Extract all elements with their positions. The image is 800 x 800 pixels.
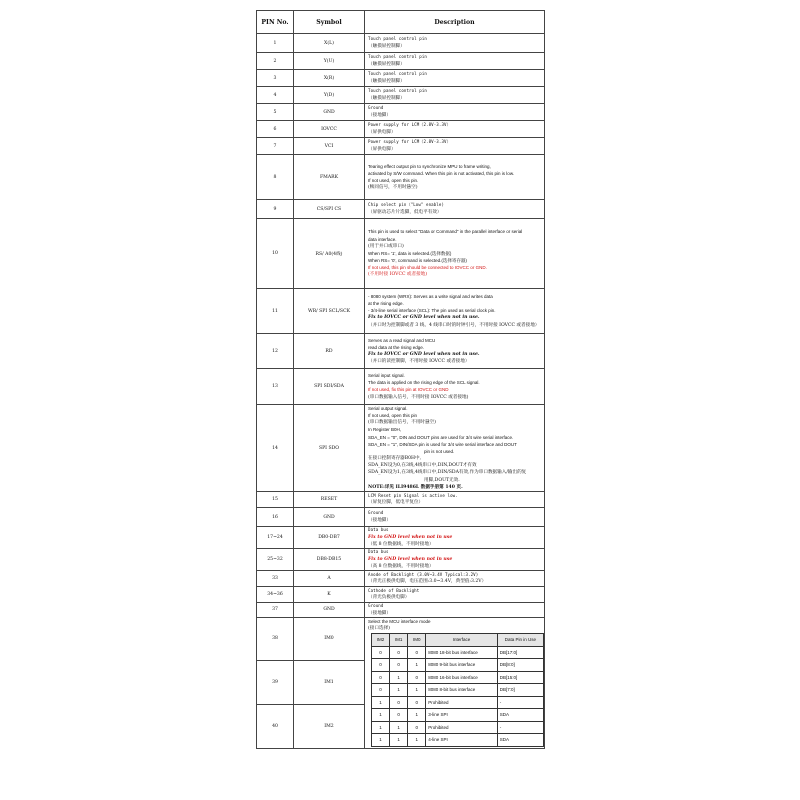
description-line: Serial output signal. — [368, 406, 408, 411]
pin-number: 8 — [257, 155, 294, 200]
pin-number: 13 — [257, 369, 294, 405]
interface-mode-cell: 8080 8-bit bus interface — [426, 684, 498, 697]
pin-description — [365, 121, 545, 138]
pin-symbol: VCI — [294, 138, 365, 155]
description-line: Touch panel control pin — [368, 71, 427, 77]
description-line: - 3/4-line serial interface (SCL): The pin used as serial clock pin. — [368, 308, 496, 314]
pin-description — [365, 571, 545, 587]
description-line: (帧同信号，不用时悬空) — [368, 185, 418, 191]
pin-description — [365, 492, 545, 508]
pin-description — [365, 200, 545, 219]
pin-symbol: GND — [294, 508, 365, 527]
interface-mode-cell: 0 — [408, 721, 426, 734]
description-line: (串口数据输出信号，不用时悬空) — [368, 420, 436, 426]
header-description: Description — [365, 11, 545, 34]
table-row — [257, 405, 545, 492]
description-line: （并口时为控制脚或者 3 线、4 线串口时的时钟引号，不用时接 IOVCC 或者接地） — [368, 322, 540, 328]
pin-number: 37 — [257, 603, 294, 618]
pin-symbol: IM1 — [294, 660, 365, 704]
description-line: (接口选择) — [368, 625, 390, 631]
description-line: The data is applied on the rising edge of the SCL signal. — [368, 380, 480, 386]
description-line: Ground — [368, 603, 384, 609]
interface-mode-cell: 8080 18-bit bus interface — [426, 646, 498, 659]
table-row — [257, 617, 545, 660]
description-line: 用脚,DOUT无效. — [424, 477, 460, 483]
pin-description — [365, 104, 545, 121]
interface-mode-cell: 0 — [372, 684, 390, 697]
pin-number: 3 — [257, 70, 294, 87]
interface-mode-cell: 0 — [408, 671, 426, 684]
description-line: When RS= '0', command is selected.(选择寄存器) — [368, 258, 467, 264]
table-row — [257, 138, 545, 155]
pin-number: 6 — [257, 121, 294, 138]
pin-number: 4 — [257, 87, 294, 104]
pin-symbol: DB0-DB7 — [294, 527, 365, 549]
header-symbol: Symbol — [294, 11, 365, 34]
description-line: When RS= '1', data is selected.(选择数据) — [368, 250, 452, 256]
description-line: If not used, open this pin — [368, 413, 418, 419]
pin-symbol: DB8-DB15 — [294, 549, 365, 571]
description-line: （并口的读控制脚，不用时接 IOVCC 或者接地） — [368, 359, 470, 365]
pin-description — [365, 138, 545, 155]
pin-number: 34~36 — [257, 587, 294, 603]
description-line: activated by S/W command. When this pin is not activated, this pin is low. — [368, 170, 515, 176]
interface-mode-cell: 1 — [390, 684, 408, 697]
pin-symbol: IOVCC — [294, 121, 365, 138]
interface-mode-header: Data Pin in Use — [497, 634, 543, 647]
pin-symbol: SPI SDI/SDA — [294, 369, 365, 405]
pin-description — [365, 405, 545, 492]
description-line: Touch panel control pin — [368, 36, 427, 42]
interface-mode-cell: - — [497, 721, 543, 734]
interface-mode-row — [372, 696, 544, 709]
description-line: pin is not used. — [424, 448, 455, 454]
interface-mode-row — [372, 671, 544, 684]
pin-description — [365, 549, 545, 571]
interface-mode-cell: 0 — [372, 659, 390, 672]
interface-mode-cell: - — [497, 696, 543, 709]
pin-symbol: RD — [294, 334, 365, 369]
interface-mode-cell: 0 — [390, 646, 408, 659]
interface-mode-cell: 0 — [390, 696, 408, 709]
pin-symbol: Y(U) — [294, 53, 365, 70]
interface-mode-cell: DB[15:0] — [497, 671, 543, 684]
pin-symbol: IM0 — [294, 617, 365, 660]
interface-mode-header-row — [372, 634, 544, 647]
interface-mode-row — [372, 659, 544, 672]
table-header-row — [257, 11, 545, 34]
description-line: If not used, open this pin. — [368, 177, 419, 183]
description-line: 在接口控制寄存器B0H中, — [368, 455, 422, 461]
description-line: SDA_EN设为1,在3线,4线串口中,DIN/SDA有效,作为串口数据输入/输出的复 — [368, 470, 527, 476]
table-row — [257, 87, 545, 104]
pin-number: 15 — [257, 492, 294, 508]
description-line: （低 8 位数据线，不用时接地） — [368, 541, 434, 547]
pin-number: 9 — [257, 200, 294, 219]
interface-mode-cell: 0 — [408, 646, 426, 659]
description-line: （屏供电脚） — [368, 129, 396, 135]
interface-mode-cell: Prohibited — [426, 721, 498, 734]
interface-mode-cell: 1 — [390, 671, 408, 684]
description-line: （屏驱动芯片片选脚，低电平有效） — [368, 209, 442, 215]
table-row — [257, 369, 545, 405]
interface-mode-cell: SDA — [497, 734, 543, 747]
interface-mode-cell: 1 — [372, 709, 390, 722]
table-row — [257, 34, 545, 53]
pin-symbol: WR/ SPI SCL/SCK — [294, 289, 365, 334]
description-line: - 8080 system (WRX): Serves as a write signal and writes data — [368, 294, 493, 300]
description-line: Power supply for LCM（2.8V-3.3V） — [368, 139, 451, 145]
table-row — [257, 70, 545, 87]
interface-mode-row — [372, 709, 544, 722]
description-line: If not used, fix this pin at IOVCC or GND — [368, 387, 449, 393]
description-line: SDA_EN = "0", DIN and DOUT pins are used for 3/4 wire serial interface. — [368, 434, 514, 440]
interface-mode-cell: SDA — [497, 709, 543, 722]
description-line: （屏供电脚） — [368, 146, 396, 152]
interface-mode-cell: 0 — [372, 671, 390, 684]
pin-description — [365, 334, 545, 369]
description-line: Fix to IOVCC or GND level when not in use. — [368, 351, 480, 357]
table-row — [257, 334, 545, 369]
interface-mode-header: Interface — [426, 634, 498, 647]
table-row — [257, 155, 545, 200]
pin-symbol: IM2 — [294, 704, 365, 748]
pin-symbol: CS/SPI CS — [294, 200, 365, 219]
interface-mode-cell: 1 — [408, 659, 426, 672]
pin-description — [365, 527, 545, 549]
description-line: Select the MCU interface mode — [368, 618, 431, 624]
interface-mode-cell: 1 — [372, 734, 390, 747]
description-line: （背光负极供电脚） — [368, 595, 410, 601]
description-line: Fix to GND level when not in use — [368, 534, 453, 540]
description-line: Ground — [368, 510, 384, 516]
table-row — [257, 289, 545, 334]
pin-symbol: X(L) — [294, 34, 365, 53]
interface-mode-table — [371, 633, 544, 747]
description-line: （背光正极供电脚，电压范围:3.0~3.4V，典型值:3.2V） — [368, 579, 487, 585]
pin-description-table — [256, 10, 545, 749]
table-row — [257, 549, 545, 571]
interface-mode-cell: 1 — [390, 734, 408, 747]
description-line: (串口数据输入信号，不用时接 IOVCC 或者接地) — [368, 394, 469, 400]
description-line: （触摸屏控制脚） — [368, 43, 405, 49]
pin-symbol: RESET — [294, 492, 365, 508]
pin-number: 12 — [257, 334, 294, 369]
pin-number: 25~32 — [257, 549, 294, 571]
pin-symbol: Y(D) — [294, 87, 365, 104]
interface-mode-cell: 0 — [390, 659, 408, 672]
table-row — [257, 104, 545, 121]
interface-mode-cell: DB[7:0] — [497, 684, 543, 697]
interface-mode-cell: 4-line SPI — [426, 734, 498, 747]
interface-mode-cell: 1 — [408, 684, 426, 697]
description-line: This pin is used to select "Data or Command" in the parallel interface or serial — [368, 229, 523, 235]
description-line: Anode of Backlight (3.0V~3.4V Typical:3.2V) — [368, 571, 479, 577]
pin-description — [365, 87, 545, 104]
pin-number: 14 — [257, 405, 294, 492]
pin-number: 38 — [257, 617, 294, 660]
pin-symbol: GND — [294, 104, 365, 121]
pin-number: 17~24 — [257, 527, 294, 549]
description-line: （触摸屏控制脚） — [368, 78, 405, 84]
pin-symbol: GND — [294, 603, 365, 618]
table-row — [257, 508, 545, 527]
pin-description — [365, 219, 545, 289]
pin-description — [365, 508, 545, 527]
pin-number: 33 — [257, 571, 294, 587]
description-line: (用于并口或串口) — [368, 243, 404, 249]
pin-symbol: FMARK — [294, 155, 365, 200]
interface-mode-cell: 0 — [408, 696, 426, 709]
interface-mode-header: IM2 — [372, 634, 390, 647]
description-line: Touch panel control pin — [368, 54, 427, 60]
interface-mode-cell: 8080 16-bit bus interface — [426, 671, 498, 684]
description-line: Fix to GND level when not in use — [368, 556, 453, 562]
pin-symbol: K — [294, 587, 365, 603]
table-row — [257, 571, 545, 587]
description-line: In Register B0H, — [368, 427, 402, 433]
description-line: Serial input signal. — [368, 373, 405, 379]
pin-number: 10 — [257, 219, 294, 289]
description-line: (不用时接 IOVCC 或者接地) — [368, 272, 428, 278]
description-line: Fix to IOVCC or GND level when not in use. — [368, 315, 480, 321]
interface-mode-cell: DB[17:0] — [497, 646, 543, 659]
description-line: SDA_EN设为0,在3线,4线串口中,DIN,DOUT才有效 — [368, 463, 477, 469]
header-pin-no: PIN No. — [257, 11, 294, 34]
description-line: Touch panel control pin — [368, 88, 427, 94]
interface-mode-cell: 0 — [390, 709, 408, 722]
table-row — [257, 53, 545, 70]
description-line: NOTE:详见 ILI9486L 数据手册第 140 页. — [368, 484, 463, 490]
interface-mode-row — [372, 721, 544, 734]
description-line: （触摸屏控制脚） — [368, 61, 405, 67]
pin-description — [365, 587, 545, 603]
pin-symbol: X(R) — [294, 70, 365, 87]
interface-mode-cell: Prohibited — [426, 696, 498, 709]
pin-description — [365, 369, 545, 405]
description-line: read data at the rising edge. — [368, 344, 425, 350]
description-line: （屏复位脚，低电平复位） — [368, 500, 424, 506]
interface-mode-cell: 1 — [372, 696, 390, 709]
pin-description — [365, 53, 545, 70]
table-row — [257, 527, 545, 549]
description-line: （触摸屏控制脚） — [368, 95, 405, 101]
interface-mode-cell: 1 — [408, 734, 426, 747]
description-line: SDA_EN = "1", DIN/SDA pin is used for 3/4 wire serial interface and DOUT — [368, 441, 517, 447]
interface-mode-row — [372, 734, 544, 747]
description-line: If not used, this pin should be connected to IOVCC or GND. — [368, 265, 487, 271]
pin-number: 1 — [257, 34, 294, 53]
description-line: LCM Reset pin Signal is active low. — [368, 492, 458, 498]
pin-number: 16 — [257, 508, 294, 527]
description-line: （高 8 位数据线，不用时接地） — [368, 563, 434, 569]
table-row — [257, 219, 545, 289]
pin-number: 5 — [257, 104, 294, 121]
interface-mode-row — [372, 646, 544, 659]
description-line: Serves as a read signal and MCU — [368, 337, 436, 343]
pin-description — [365, 34, 545, 53]
interface-mode-header: IM0 — [408, 634, 426, 647]
pin-symbol: RS/ A0(4线) — [294, 219, 365, 289]
interface-mode-cell: 1 — [408, 709, 426, 722]
description-line: Tearing effect output pin to synchronize MPU to frame writing, — [368, 163, 491, 169]
table-row — [257, 200, 545, 219]
interface-mode-cell: 0 — [372, 646, 390, 659]
table-row — [257, 121, 545, 138]
interface-mode-cell: 1 — [390, 721, 408, 734]
interface-mode-description — [365, 617, 545, 748]
interface-mode-cell: DB[8:0] — [497, 659, 543, 672]
description-line: Data bus — [368, 549, 389, 555]
description-line: （接地脚） — [368, 517, 391, 523]
pin-number: 2 — [257, 53, 294, 70]
description-line: Ground — [368, 105, 384, 111]
description-line: Power supply for LCM（2.8V-3.3V） — [368, 122, 451, 128]
pin-number: 11 — [257, 289, 294, 334]
table-row — [257, 587, 545, 603]
description-line: at the rising edge. — [368, 301, 404, 307]
pin-number: 7 — [257, 138, 294, 155]
description-line: （接地脚） — [368, 112, 391, 118]
pin-symbol: SPI SDO — [294, 405, 365, 492]
interface-mode-row — [372, 684, 544, 697]
pin-description — [365, 289, 545, 334]
pin-symbol: A — [294, 571, 365, 587]
interface-mode-header: IM1 — [390, 634, 408, 647]
interface-mode-cell: 1 — [372, 721, 390, 734]
pin-number: 40 — [257, 704, 294, 748]
description-line: Chip select pin（"Low" enable) — [368, 202, 445, 208]
interface-mode-cell: 3-line SPI — [426, 709, 498, 722]
pin-number: 39 — [257, 660, 294, 704]
table-row — [257, 603, 545, 618]
interface-mode-cell: 8080 9-bit bus interface — [426, 659, 498, 672]
description-line: data interface. — [368, 236, 397, 242]
pin-description — [365, 155, 545, 200]
table-row — [257, 492, 545, 508]
description-line: （接地脚） — [368, 610, 391, 616]
description-line: Data bus — [368, 527, 389, 533]
pin-description — [365, 70, 545, 87]
pin-description — [365, 603, 545, 618]
description-line: Cathode of Backlight — [368, 587, 420, 593]
